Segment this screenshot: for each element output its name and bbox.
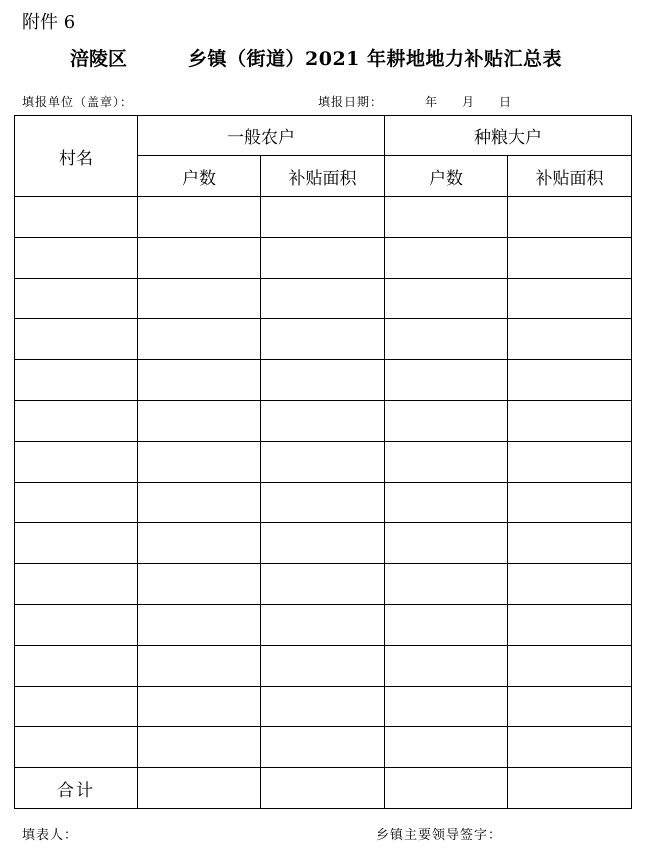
grain-households-cell[interactable]	[385, 482, 508, 523]
general-households-cell[interactable]	[138, 482, 261, 523]
table-row	[15, 441, 632, 482]
total-general-households-cell[interactable]	[138, 768, 261, 809]
table-body	[15, 197, 632, 768]
table-row	[15, 237, 632, 278]
filing-unit-label: 填报单位（盖章）：	[22, 95, 134, 109]
village-name-cell[interactable]	[15, 523, 138, 564]
general-area-cell[interactable]	[261, 686, 385, 727]
village-name-cell[interactable]	[15, 482, 138, 523]
total-grain-area-cell[interactable]	[508, 768, 632, 809]
subsidy-summary-table	[14, 115, 632, 809]
general-households-cell[interactable]	[138, 564, 261, 605]
grain-households-cell[interactable]	[385, 727, 508, 768]
grain-area-cell[interactable]	[508, 278, 632, 319]
general-area-cell[interactable]	[261, 441, 385, 482]
grain-area-cell[interactable]	[508, 400, 632, 441]
general-area-cell[interactable]	[261, 197, 385, 238]
header-general-farmers: 一般农户	[138, 116, 385, 156]
general-households-cell[interactable]	[138, 604, 261, 645]
month-label: 月	[462, 95, 476, 109]
general-area-cell[interactable]	[261, 523, 385, 564]
total-row	[15, 768, 632, 809]
grain-households-cell[interactable]	[385, 523, 508, 564]
total-label: 合计	[15, 768, 138, 809]
header-general-subsidy-area: 补贴面积	[261, 156, 385, 197]
general-households-cell[interactable]	[138, 360, 261, 401]
table-row	[15, 604, 632, 645]
grain-area-cell[interactable]	[508, 441, 632, 482]
title-district: 涪陵区	[70, 48, 128, 70]
table-row	[15, 727, 632, 768]
general-area-cell[interactable]	[261, 278, 385, 319]
general-households-cell[interactable]	[138, 197, 261, 238]
grain-households-cell[interactable]	[385, 197, 508, 238]
table-row	[15, 645, 632, 686]
general-area-cell[interactable]	[261, 727, 385, 768]
attachment-number: 附件 6	[22, 12, 76, 33]
village-name-cell[interactable]	[15, 278, 138, 319]
grain-households-cell[interactable]	[385, 645, 508, 686]
grain-area-cell[interactable]	[508, 319, 632, 360]
village-name-cell[interactable]	[15, 441, 138, 482]
general-area-cell[interactable]	[261, 645, 385, 686]
table-row	[15, 564, 632, 605]
table-row	[15, 400, 632, 441]
general-households-cell[interactable]	[138, 400, 261, 441]
table-row	[15, 360, 632, 401]
grain-area-cell[interactable]	[508, 727, 632, 768]
grain-households-cell[interactable]	[385, 686, 508, 727]
general-households-cell[interactable]	[138, 278, 261, 319]
general-area-cell[interactable]	[261, 319, 385, 360]
day-label: 日	[499, 95, 513, 109]
general-area-cell[interactable]	[261, 482, 385, 523]
table-row	[15, 197, 632, 238]
table-row	[15, 482, 632, 523]
general-households-cell[interactable]	[138, 645, 261, 686]
village-name-cell[interactable]	[15, 360, 138, 401]
village-name-cell[interactable]	[15, 645, 138, 686]
grain-households-cell[interactable]	[385, 564, 508, 605]
table-row	[15, 523, 632, 564]
grain-households-cell[interactable]	[385, 278, 508, 319]
grain-area-cell[interactable]	[508, 237, 632, 278]
grain-area-cell[interactable]	[508, 360, 632, 401]
grain-area-cell[interactable]	[508, 482, 632, 523]
grain-area-cell[interactable]	[508, 197, 632, 238]
village-name-cell[interactable]	[15, 686, 138, 727]
village-name-cell[interactable]	[15, 727, 138, 768]
general-households-cell[interactable]	[138, 523, 261, 564]
general-area-cell[interactable]	[261, 360, 385, 401]
header-grain-subsidy-area: 补贴面积	[508, 156, 632, 197]
leader-signature-label: 乡镇主要领导签字：	[376, 828, 503, 843]
village-name-cell[interactable]	[15, 237, 138, 278]
grain-households-cell[interactable]	[385, 237, 508, 278]
village-name-cell[interactable]	[15, 197, 138, 238]
general-area-cell[interactable]	[261, 400, 385, 441]
grain-households-cell[interactable]	[385, 400, 508, 441]
general-households-cell[interactable]	[138, 686, 261, 727]
village-name-cell[interactable]	[15, 604, 138, 645]
general-area-cell[interactable]	[261, 237, 385, 278]
total-general-area-cell[interactable]	[261, 768, 385, 809]
year-label: 年	[425, 95, 439, 109]
table-row	[15, 278, 632, 319]
grain-area-cell[interactable]	[508, 686, 632, 727]
grain-households-cell[interactable]	[385, 604, 508, 645]
header-grain-growers: 种粮大户	[385, 116, 632, 156]
general-households-cell[interactable]	[138, 727, 261, 768]
header-general-households: 户数	[138, 156, 261, 197]
filing-date-label: 填报日期：	[318, 95, 384, 109]
grain-households-cell[interactable]	[385, 319, 508, 360]
grain-area-cell[interactable]	[508, 645, 632, 686]
grain-households-cell[interactable]	[385, 441, 508, 482]
table-row	[15, 319, 632, 360]
header-village-name: 村名	[15, 116, 138, 197]
village-name-cell[interactable]	[15, 400, 138, 441]
general-households-cell[interactable]	[138, 237, 261, 278]
general-area-cell[interactable]	[261, 564, 385, 605]
header-grain-households: 户数	[385, 156, 508, 197]
village-name-cell[interactable]	[15, 319, 138, 360]
form-filler-label: 填表人：	[22, 828, 79, 843]
title-text: 乡镇（街道）2021 年耕地地力补贴汇总表	[188, 48, 562, 70]
general-households-cell[interactable]	[138, 319, 261, 360]
filing-date	[318, 93, 512, 110]
total-grain-households-cell[interactable]	[385, 768, 508, 809]
grain-area-cell[interactable]	[508, 523, 632, 564]
general-households-cell[interactable]	[138, 441, 261, 482]
grain-households-cell[interactable]	[385, 360, 508, 401]
general-area-cell[interactable]	[261, 604, 385, 645]
village-name-cell[interactable]	[15, 564, 138, 605]
grain-area-cell[interactable]	[508, 564, 632, 605]
table-row	[15, 686, 632, 727]
grain-area-cell[interactable]	[508, 604, 632, 645]
